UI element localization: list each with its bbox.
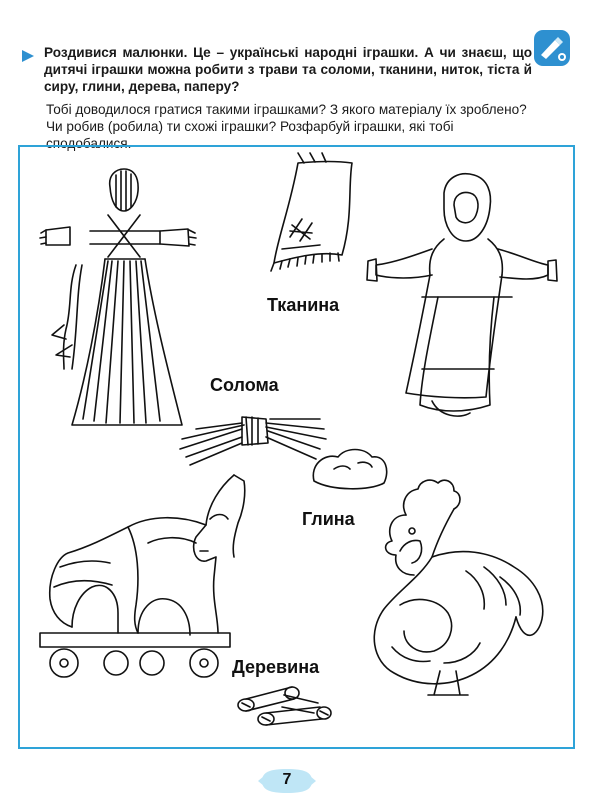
wooden-horse-illustration bbox=[40, 475, 245, 677]
cloth-doll-illustration bbox=[367, 174, 557, 416]
clay-lump-illustration bbox=[313, 450, 386, 489]
wood-label: Деревина bbox=[232, 657, 320, 677]
clay-rooster-illustration bbox=[374, 480, 542, 695]
wood-logs-illustration bbox=[238, 687, 331, 725]
instruction-plain: Тобі доводилося гратися такими іграшками? З якого матеріалу їх зроблено? Чи робив (робила) ти схожі іграшки? Розфарбуй іграшки, які тобі сподобалися. bbox=[46, 102, 527, 151]
arrow-bullet-icon bbox=[22, 50, 34, 62]
instruction-block bbox=[22, 44, 532, 152]
fabric-swatch-illustration bbox=[271, 153, 352, 271]
illustration-frame bbox=[18, 145, 575, 749]
straw-bundle-illustration bbox=[180, 417, 326, 465]
instruction-bold: Роздивися малюнки. Це – українські народні іграшки. А чи знаєш, що дитячі іграшки можна робити з трави та соломи, тканини, ниток, тіста й сиру, глини, дерева, паперу? bbox=[44, 45, 532, 94]
page-number: 7 bbox=[282, 771, 292, 788]
clay-label: Глина bbox=[302, 509, 355, 529]
fabric-label: Тканина bbox=[267, 295, 340, 315]
straw-label: Солома bbox=[210, 375, 279, 395]
page-number-badge bbox=[256, 766, 318, 796]
creative-task-icon bbox=[532, 28, 572, 68]
straw-doll-illustration bbox=[40, 169, 196, 425]
